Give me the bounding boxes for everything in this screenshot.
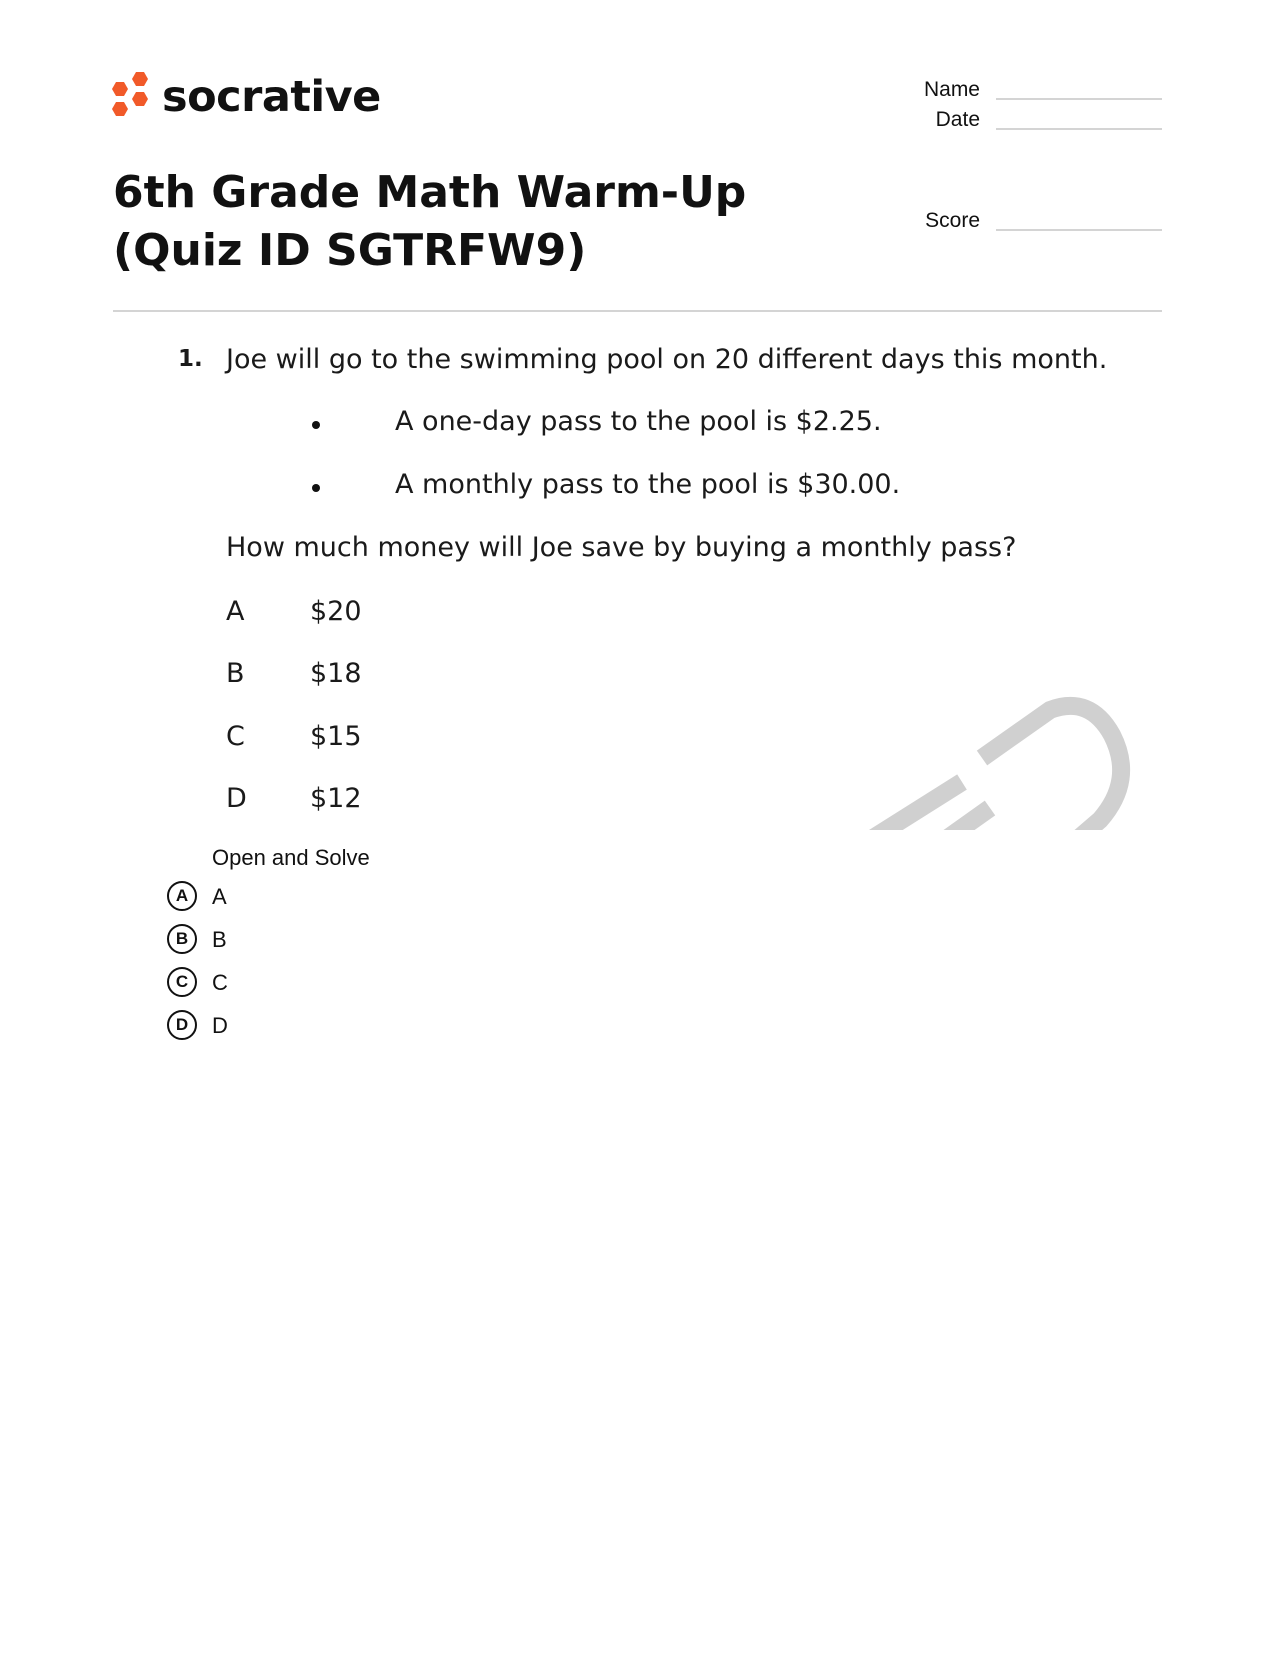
header-divider [113, 310, 1162, 312]
name-label: Name [923, 78, 980, 101]
question-stem: Joe will go to the swimming pool on 20 different days this month. [226, 344, 1108, 375]
page-title: 6th Grade Math Warm-Up (Quiz ID SGTRFW9) [113, 167, 747, 276]
answer-bubble-b[interactable]: B [167, 924, 197, 954]
brand-name: socrative [162, 72, 381, 122]
option-letter: A [226, 596, 245, 627]
answer-label: D [212, 1013, 228, 1038]
question-number: 1. [178, 346, 203, 372]
name-field[interactable] [996, 98, 1162, 100]
answer-bubble-a[interactable]: A [167, 881, 197, 911]
option-value: $20 [310, 596, 362, 627]
date-field[interactable] [996, 128, 1162, 130]
bullet-item: A one-day pass to the pool is $2.25. [395, 406, 882, 437]
watermark-pencil-icon [850, 680, 1170, 830]
option-letter: C [226, 721, 245, 752]
answer-label: C [212, 970, 228, 995]
score-field[interactable] [996, 229, 1162, 231]
instruction-text: Open and Solve [212, 845, 370, 870]
option-letter: D [226, 783, 247, 814]
bullet-icon [312, 421, 320, 429]
option-value: $12 [310, 783, 362, 814]
question-prompt: How much money will Joe save by buying a monthly pass? [226, 532, 1017, 563]
answer-bubble-c[interactable]: C [167, 967, 197, 997]
date-label: Date [935, 108, 980, 131]
answer-label: A [212, 884, 227, 909]
answer-bubble-d[interactable]: D [167, 1010, 197, 1040]
answer-label: B [212, 927, 227, 952]
bullet-item: A monthly pass to the pool is $30.00. [395, 469, 901, 500]
option-letter: B [226, 658, 245, 689]
option-value: $15 [310, 721, 362, 752]
socrative-logo-icon [110, 72, 154, 122]
option-value: $18 [310, 658, 362, 689]
bullet-icon [312, 484, 320, 492]
score-label: Score [925, 209, 980, 232]
